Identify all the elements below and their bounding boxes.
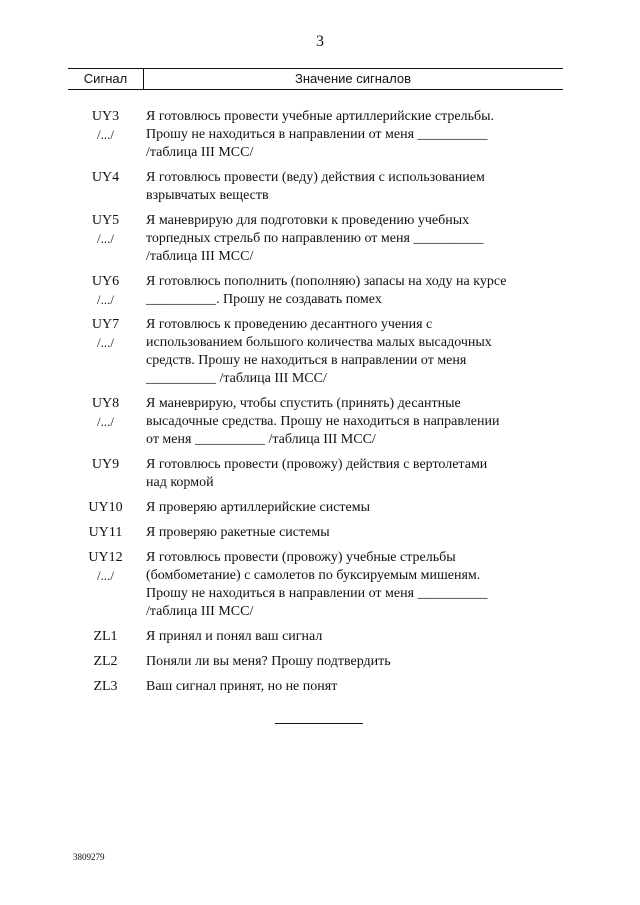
table-row [68,316,568,388]
signal-meaning [143,524,568,542]
meaning-line: взрывчатых веществ [146,188,269,203]
signal-code-cell [68,456,143,492]
meaning-line: Я готовлюсь провести учебные артиллерийские стрельбы. [146,109,494,124]
table-row [68,628,568,646]
meaning-line: /таблица III МСС/ [146,145,254,160]
table-header [68,68,563,90]
signal-meaning [143,395,568,449]
header-meaning: Значение сигналов [294,71,412,86]
meaning-line: Я маневрирую для подготовки к проведению учебных [146,213,470,228]
signal-meaning [143,549,568,621]
signal-code: UY12 [88,550,123,565]
table-row [68,395,568,449]
meaning-line: Я принял и понял ваш сигнал [146,629,323,644]
meaning-line: Я готовлюсь провести (веду) действия с использованием [146,170,485,185]
meaning-line: Ваш сигнал принят, но не понят [146,679,338,694]
meaning-line: Я проверяю ракетные системы [146,525,330,540]
signal-code: UY5 [91,213,120,228]
signal-continuation: /.../ [97,292,114,307]
signal-continuation: /.../ [97,127,114,142]
signal-code: UY7 [91,317,120,332]
meaning-line: (бомбометание) с самолетов по буксируемым мишеням. [146,568,481,583]
meaning-line: __________. Прошу не создавать помех [146,292,382,307]
meaning-line: Я готовлюсь провести (провожу) действия с вертолетами [146,457,488,472]
meaning-line: Прошу не находиться в направлении от меня __________ [146,586,488,601]
signal-code-cell [68,316,143,388]
meaning-line: Я готовлюсь провести (провожу) учебные стрельбы [146,550,456,565]
table-row [68,678,568,696]
meaning-line: Я проверяю артиллерийские системы [146,500,371,515]
signal-meaning [143,628,568,646]
table-row [68,212,568,266]
meaning-line: /таблица III МСС/ [146,249,254,264]
page-number: 3 [316,33,324,50]
table-row [68,549,568,621]
meaning-line: __________ /таблица III МСС/ [146,371,327,386]
signal-code-cell [68,395,143,449]
meaning-line: Прошу не находиться в направлении от меня __________ [146,127,488,142]
table-row [68,524,568,542]
table-row [68,108,568,162]
signal-meaning [143,108,568,162]
signal-code: UY3 [91,109,120,124]
signal-code-cell [68,499,143,517]
signal-meaning [143,499,568,517]
signal-code: UY10 [88,500,123,515]
signal-code: ZL1 [93,629,118,644]
signal-code-cell [68,653,143,671]
meaning-line: Поняли ли вы меня? Прошу подтвердить [146,654,391,669]
table-row [68,456,568,492]
signal-meaning [143,456,568,492]
meaning-line: торпедных стрельб по направлению от меня __________ [146,231,484,246]
signal-code-cell [68,169,143,205]
signal-code: UY8 [91,396,120,411]
signal-meaning [143,653,568,671]
signal-code-cell [68,628,143,646]
meaning-line: использованием большого количества малых высадочных [146,335,492,350]
end-rule [275,723,363,724]
signal-code-cell [68,273,143,309]
meaning-line: над кормой [146,475,214,490]
signal-code: UY6 [91,274,120,289]
table-row [68,499,568,517]
signal-code: UY4 [91,170,120,185]
signal-continuation: /.../ [97,414,114,429]
signal-table [68,108,568,703]
table-row [68,273,568,309]
signal-meaning [143,212,568,266]
signal-meaning [143,316,568,388]
signal-code: ZL2 [93,654,118,669]
signal-continuation: /.../ [97,335,114,350]
signal-code: ZL3 [93,679,118,694]
meaning-line: Я готовлюсь пополнить (пополняю) запасы на ходу на курсе [146,274,507,289]
meaning-line: Я маневрирую, чтобы спустить (принять) десантные [146,396,461,411]
table-row [68,169,568,205]
signal-code-cell [68,108,143,162]
signal-code: UY9 [91,457,120,472]
meaning-line: средств. Прошу не находиться в направлении от меня [146,353,467,368]
signal-meaning [143,169,568,205]
signal-continuation: /.../ [97,231,114,246]
document-id: 3809279 [73,852,105,862]
table-row [68,653,568,671]
signal-code-cell [68,212,143,266]
signal-code-cell [68,524,143,542]
signal-continuation: /.../ [97,568,114,583]
signal-code-cell [68,678,143,696]
meaning-line: Я готовлюсь к проведению десантного учения с [146,317,433,332]
signal-meaning [143,678,568,696]
signal-meaning [143,273,568,309]
signal-code: UY11 [88,525,123,540]
meaning-line: высадочные средства. Прошу не находиться в направлении [146,414,500,429]
signal-code-cell [68,549,143,621]
header-signal: Сигнал [83,71,128,86]
meaning-line: /таблица III МСС/ [146,604,254,619]
meaning-line: от меня __________ /таблица III МСС/ [146,432,376,447]
